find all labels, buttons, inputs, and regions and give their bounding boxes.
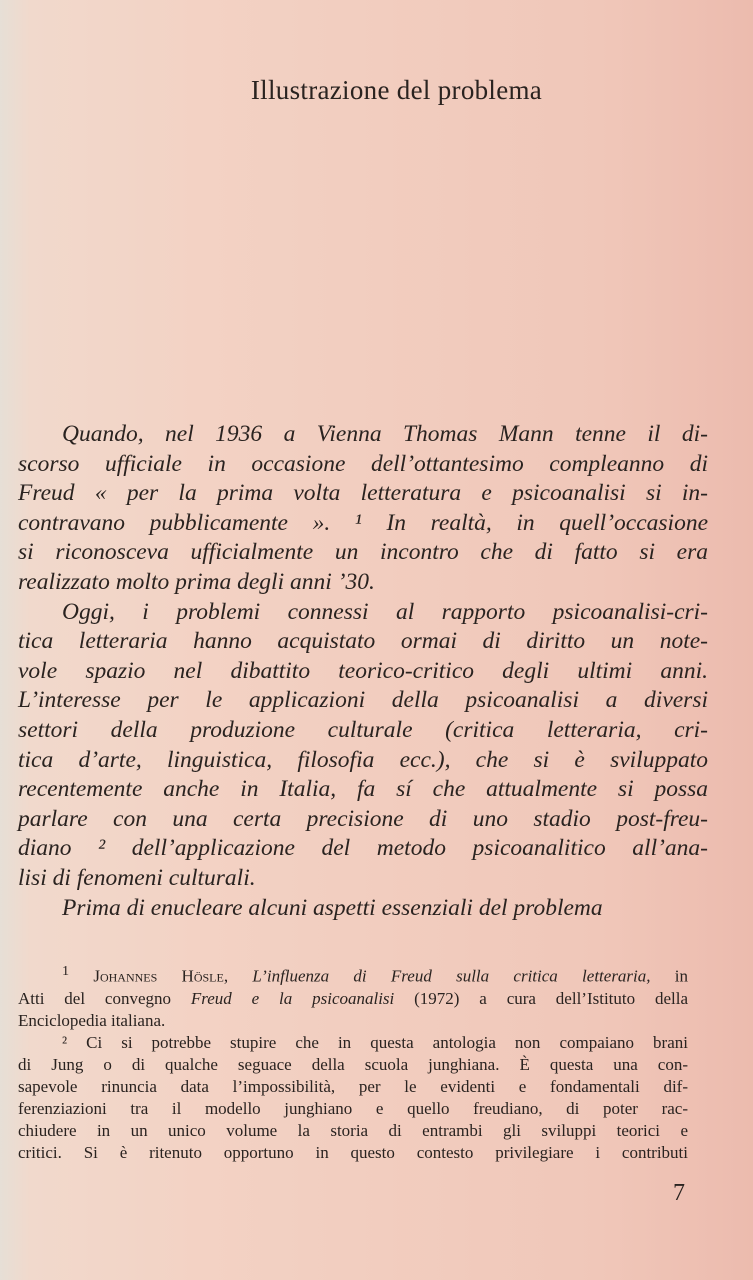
footnote-1-title: L’influenza di Freud sulla critica letteraria, — [252, 966, 651, 986]
footnote-1-part: Atti del convegno — [18, 988, 172, 1008]
footnote-2-line: chiudere in un unico volume la storia di entrambi gli sviluppi teorici e — [18, 1120, 688, 1140]
body-line: Freud « per la prima volta letteratura e psicoanalisi si in- — [18, 480, 708, 507]
body-text — [18, 420, 708, 923]
footnote-1-conference: Freud e la psicoanalisi — [190, 988, 395, 1008]
footnote-1-author: Johannes Hösle, — [93, 966, 229, 986]
footnote-2-line: sapevole rinuncia data l’impossibilità, per le evidenti e fondamentali dif- — [18, 1076, 688, 1096]
body-line: Oggi, i problemi connessi al rapporto psicoanalisi-cri- — [62, 598, 708, 625]
body-line: recentemente anche in Italia, fa sí che attualmente si possa — [18, 776, 708, 803]
body-line: lisi di fenomeni culturali. — [18, 864, 256, 891]
body-line: parlare con una certa precisione di uno stadio post-freu- — [18, 805, 708, 832]
body-line: scorso ufficiale in occasione dell’ottantesimo compleanno di — [18, 450, 708, 477]
body-line: contravano pubblicamente ». ¹ In realtà, in quell’occasione — [18, 509, 708, 536]
footnote-2-line: ² Ci si potrebbe stupire che in questa antologia non compaiano brani — [62, 1032, 688, 1052]
body-line: Quando, nel 1936 a Vienna Thomas Mann tenne il di- — [62, 421, 708, 447]
body-line: settori della produzione culturale (critica letteraria, cri- — [18, 716, 708, 743]
body-line: si riconosceva ufficialmente un incontro che di fatto si era — [18, 539, 708, 566]
body-line: Prima di enucleare alcuni aspetti essenziali del problema — [62, 894, 603, 921]
body-line: tica letteraria hanno acquistato ormai di diritto un note- — [18, 628, 708, 655]
body-line: tica d’arte, linguistica, filosofia ecc.), che si è sviluppato — [18, 746, 708, 773]
body-line: L’interesse per le applicazioni della psicoanalisi a diversi — [18, 687, 708, 714]
footnote-2-line: critici. Si è ritenuto opportuno in questo contesto privilegiare i contributi — [18, 1142, 688, 1162]
footnote-1-part: (1972) a cura dell’Istituto della — [414, 988, 689, 1008]
body-line: realizzato molto prima degli anni ’30. — [18, 568, 375, 595]
footnote-1-in: in — [674, 966, 689, 986]
page-title: Illustrazione del problema — [250, 75, 543, 105]
footnote-1-line: Enciclopedia italiana. — [18, 1010, 166, 1030]
footnote-1-mark: 1 — [62, 963, 70, 979]
footnote-2-line: ferenziazioni tra il modello junghiano e quello freudiano, di poter rac- — [18, 1098, 688, 1118]
footnote-1-line — [18, 988, 688, 1010]
body-line: diano ² dell’applicazione del metodo psicoanalitico all’ana- — [18, 835, 708, 862]
footnote-2-line: di Jung o di qualche seguace della scuola junghiana. È questa una con- — [18, 1054, 688, 1074]
page-number: 7 — [673, 1180, 685, 1206]
footnotes — [18, 960, 688, 1164]
body-line: vole spazio nel dibattito teorico-critico degli ultimi anni. — [18, 657, 708, 684]
footnote-1-line — [18, 960, 688, 988]
